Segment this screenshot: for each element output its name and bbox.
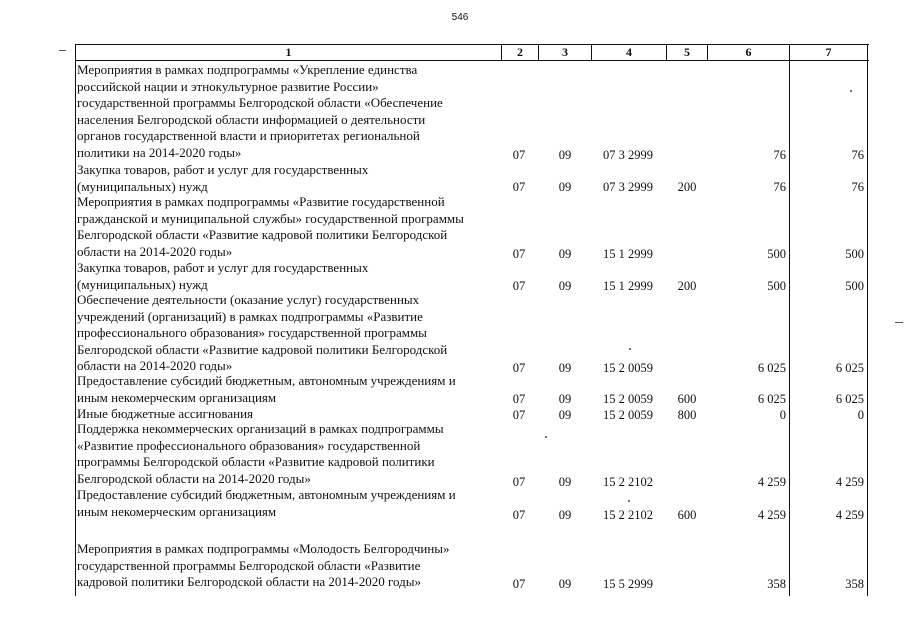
amount-col6: 76: [773, 148, 786, 162]
amount-col6: 0: [779, 408, 786, 422]
amount-col7: 6 025: [835, 392, 864, 406]
scan-mark: [629, 348, 631, 350]
column-border: [789, 44, 790, 596]
target-article-code: 15 2 2102: [603, 508, 653, 522]
section-code: 07: [512, 508, 526, 522]
header-cell: 2: [517, 45, 523, 59]
subsection-code: 09: [558, 577, 572, 591]
subsection-code: 09: [558, 475, 572, 489]
subsection-code: 09: [558, 361, 572, 375]
section-code: 07: [512, 148, 526, 162]
header-cell: 7: [825, 45, 832, 59]
row-description: Закупка товаров, работ и услуг для государственных (муниципальных) нужд: [77, 162, 369, 194]
scan-mark: [545, 436, 547, 438]
amount-col7: 500: [845, 279, 864, 293]
scan-mark: [895, 322, 903, 323]
expense-type-code: 200: [677, 279, 697, 293]
row-description: Предоставление субсидий бюджетным, автономным учреждениям и иным некомерческим организациям: [77, 487, 456, 519]
amount-col6: 500: [767, 279, 786, 293]
section-code: 07: [512, 475, 526, 489]
scan-mark: [628, 500, 630, 502]
column-border: [867, 44, 868, 596]
section-code: 07: [512, 247, 526, 261]
expense-type-code: 600: [677, 508, 697, 522]
expense-type-code: 800: [677, 408, 697, 422]
amount-col7: 358: [845, 577, 864, 591]
expense-type-code: 200: [677, 180, 697, 194]
target-article-code: 15 2 0059: [603, 361, 653, 375]
target-article-code: 15 1 2999: [603, 247, 653, 261]
table-header-border: [75, 60, 869, 61]
row-description: Поддержка некоммерческих организаций в рамках подпрограммы «Развитие профессионального образования» государственной программы Белгородской области «Развитие кадровой политики Белгородской области на 2014-2020 годы»: [77, 421, 444, 486]
header-cell: 6: [745, 45, 752, 59]
subsection-code: 09: [558, 180, 572, 194]
expense-type-code: 600: [677, 392, 697, 406]
subsection-code: 09: [558, 408, 572, 422]
row-description: Мероприятия в рамках подпрограммы «Развитие государственной гражданской и муниципальной службы» государственной программы Белгородской области «Развитие кадровой политики Белгородской области на 2014-2020 годы»: [77, 194, 464, 259]
subsection-code: 09: [558, 279, 572, 293]
header-cell: 3: [562, 45, 568, 59]
section-code: 07: [512, 361, 526, 375]
amount-col6: 4 259: [757, 475, 786, 489]
scan-mark: [59, 50, 66, 51]
target-article-code: 15 5 2999: [603, 577, 653, 591]
amount-col7: 76: [851, 148, 864, 162]
header-cell: 5: [684, 45, 690, 59]
section-code: 07: [512, 408, 526, 422]
row-description: Иные бюджетные ассигнования: [77, 406, 254, 421]
amount-col7: 6 025: [835, 361, 864, 375]
row-description: Предоставление субсидий бюджетным, автономным учреждениям и иным некомерческим организациям: [77, 373, 456, 405]
subsection-code: 09: [558, 508, 572, 522]
amount-col6: 6 025: [757, 361, 786, 375]
header-cell: 4: [626, 45, 632, 59]
section-code: 07: [512, 279, 526, 293]
amount-col6: 500: [767, 247, 786, 261]
amount-col7: 0: [857, 408, 864, 422]
scan-mark: [850, 90, 852, 92]
amount-col7: 500: [845, 247, 864, 261]
amount-col7: 76: [851, 180, 864, 194]
amount-col6: 358: [767, 577, 786, 591]
row-description: Мероприятия в рамках подпрограммы «Молодость Белгородчины» государственной программы Белгородской области «Развитие кадровой политики Белгородской области на 2014-2020 годы»: [77, 541, 450, 589]
subsection-code: 09: [558, 392, 572, 406]
target-article-code: 15 2 0059: [603, 408, 653, 422]
target-article-code: 07 3 2999: [603, 148, 653, 162]
subsection-code: 09: [558, 148, 572, 162]
target-article-code: 07 3 2999: [603, 180, 653, 194]
amount-col7: 4 259: [835, 475, 864, 489]
subsection-code: 09: [558, 247, 572, 261]
target-article-code: 15 2 0059: [603, 392, 653, 406]
amount-col7: 4 259: [835, 508, 864, 522]
column-border: [75, 44, 76, 596]
row-description: Закупка товаров, работ и услуг для государственных (муниципальных) нужд: [77, 260, 369, 292]
amount-col6: 4 259: [757, 508, 786, 522]
row-description: Мероприятия в рамках подпрограммы «Укрепление единства российской нации и этнокультурное развитие России» государственной программы Белгородской области «Обеспечение населения Белгородской области информацией о деятельности органов государственной власти и приоритетах региональной политики на 2014-2020 годы»: [77, 62, 443, 160]
header-cell: 1: [285, 45, 292, 59]
target-article-code: 15 1 2999: [603, 279, 653, 293]
section-code: 07: [512, 392, 526, 406]
section-code: 07: [512, 180, 526, 194]
amount-col6: 6 025: [757, 392, 786, 406]
target-article-code: 15 2 2102: [603, 475, 653, 489]
amount-col6: 76: [773, 180, 786, 194]
page-number: 546: [451, 12, 469, 23]
row-description: Обеспечение деятельности (оказание услуг) государственных учреждений (организаций) в рамках подпрограммы «Развитие профессионального образования» государственной программы Белгородской области «Развитие кадровой политики Белгородской области на 2014-2020 годы»: [77, 292, 448, 373]
section-code: 07: [512, 577, 526, 591]
